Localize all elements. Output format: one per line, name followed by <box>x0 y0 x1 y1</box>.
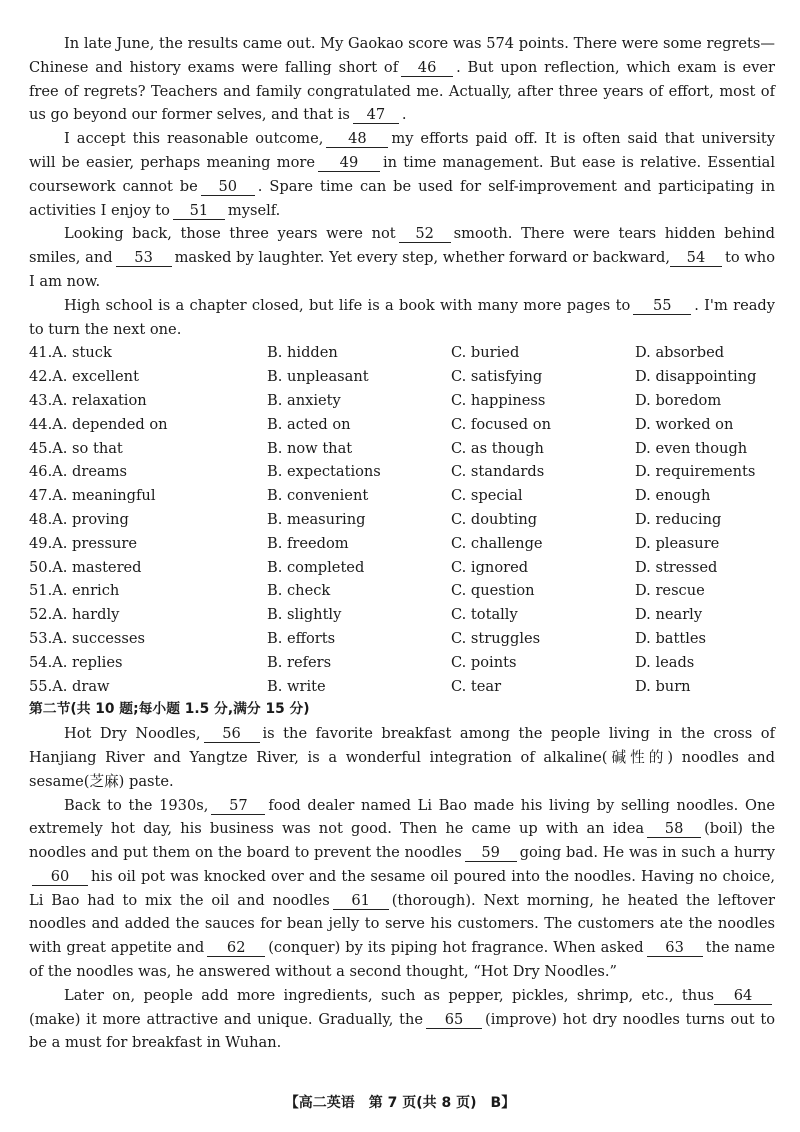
options-list <box>29 341 775 698</box>
option-row <box>29 651 775 675</box>
option-a <box>29 484 267 508</box>
option-row <box>29 603 775 627</box>
option-a <box>29 532 267 556</box>
option-d: D. boredom <box>635 391 722 409</box>
option-c: C. challenge <box>451 534 543 552</box>
option-d: D. absorbed <box>635 344 725 362</box>
option-row <box>29 579 775 603</box>
option-d: D. requirements <box>635 463 756 481</box>
option-a-text: A. relaxation <box>52 391 147 409</box>
option-c: C. doubting <box>451 510 538 528</box>
text: smooth. There were tears hidden behind smiles, and <box>29 225 775 267</box>
question-number: 48. <box>29 510 53 528</box>
passage2-paragraph-3 <box>29 984 775 1055</box>
passage1-paragraph-2 <box>29 127 775 222</box>
option-d: D. rescue <box>635 582 705 600</box>
option-b: B. write <box>267 677 326 695</box>
option-row <box>29 365 775 389</box>
option-a-text: A. pressure <box>52 534 137 552</box>
option-a <box>29 460 267 484</box>
option-a <box>29 603 267 627</box>
blank-64: 64 <box>714 987 772 1005</box>
text: masked by laughter. Yet every step, whether forward or backward, <box>174 249 670 267</box>
option-d: D. worked on <box>635 415 734 433</box>
option-c: C. standards <box>451 463 545 481</box>
option-b: B. acted on <box>267 415 351 433</box>
text: Back to the 1930s, <box>64 796 209 814</box>
text: food dealer named Li Bao made his living by selling noodles. One extremely hot day, his business was not good. Then he came up with an idea <box>29 796 775 838</box>
option-d: D. burn <box>635 677 691 695</box>
option-a <box>29 365 267 389</box>
text: the name of the noodles was, he answered without a second thought, “Hot Dry Noodles.” <box>29 939 775 981</box>
option-row <box>29 389 775 413</box>
blank-61: 61 <box>333 892 389 910</box>
option-b: B. efforts <box>267 629 336 647</box>
option-c: C. satisfying <box>451 368 543 386</box>
blank-54: 54 <box>670 249 722 267</box>
blank-59: 59 <box>465 844 517 862</box>
option-b: B. completed <box>267 558 365 576</box>
option-a-text: A. excellent <box>52 368 139 386</box>
text: Later on, people add more ingredients, such as pepper, pickles, shrimp, etc., thus <box>64 986 714 1004</box>
option-a-text: A. proving <box>52 510 129 528</box>
option-a <box>29 508 267 532</box>
option-c: C. special <box>451 487 523 505</box>
option-row <box>29 460 775 484</box>
blank-55: 55 <box>633 297 691 315</box>
option-a <box>29 413 267 437</box>
blank-49: 49 <box>318 154 380 172</box>
blank-58: 58 <box>647 820 701 838</box>
option-b: B. check <box>267 582 331 600</box>
option-a-text: A. meaningful <box>52 487 156 505</box>
text: . Spare time can be used for self-improvement and participating in activities I enjoy to <box>29 177 775 219</box>
passage1-paragraph-4 <box>29 294 775 342</box>
text: Hot Dry Noodles, <box>64 725 201 743</box>
text: (boil) the noodles and put them on the board to prevent the noodles <box>29 820 775 862</box>
passage1-paragraph-3 <box>29 222 775 293</box>
option-b: B. measuring <box>267 510 366 528</box>
option-d: D. nearly <box>635 606 703 624</box>
text: . <box>401 106 407 124</box>
passage1-paragraph-1 <box>29 32 775 127</box>
option-b: B. slightly <box>267 606 342 624</box>
text: my efforts paid off. It is often said that university will be easier, perhaps meaning more <box>29 130 775 171</box>
option-a <box>29 579 267 603</box>
question-number: 44. <box>29 415 53 433</box>
option-c: C. question <box>451 582 535 600</box>
section-2-title: 第二节(共 10 题;每小题 1.5 分,满分 15 分) <box>29 701 310 718</box>
option-d: D. reducing <box>635 510 722 528</box>
text: (make) it more attractive and unique. Gradually, the <box>29 1010 424 1028</box>
page-footer: 【高二英语 第 7 页(共 8 页) B】 <box>284 1095 516 1111</box>
text: Looking back, those three years were not <box>64 225 396 243</box>
option-row <box>29 341 775 365</box>
option-row <box>29 437 775 461</box>
text: (thorough). Next morning, he heated the leftover noodles and added the sauces for bean jelly to serve his customers. The customers ate the noodles with great appetite and <box>29 891 775 957</box>
option-d: D. stressed <box>635 558 718 576</box>
option-row <box>29 675 775 699</box>
blank-52: 52 <box>399 225 451 243</box>
option-a-text: A. mastered <box>52 558 142 576</box>
text: (improve) hot dry noodles turns out to be a must for breakfast in Wuhan. <box>29 1010 775 1052</box>
option-row <box>29 413 775 437</box>
blank-50: 50 <box>201 178 255 196</box>
blank-65: 65 <box>426 1011 482 1029</box>
blank-47: 47 <box>353 106 399 124</box>
blank-53: 53 <box>116 249 172 267</box>
question-number: 41. <box>29 344 53 362</box>
passage2-paragraph-1 <box>29 722 775 793</box>
option-a-text: A. successes <box>52 629 146 647</box>
option-row <box>29 508 775 532</box>
text: going bad. He was in such a hurry <box>519 844 775 862</box>
blank-57: 57 <box>211 797 265 815</box>
option-d: D. battles <box>635 629 707 647</box>
text: In late June, the results came out. My Gaokao score was 574 points. There were some regrets—Chinese and history exams were falling short of <box>29 35 775 76</box>
text: myself. <box>227 201 281 219</box>
option-a-text: A. depended on <box>52 415 168 433</box>
option-row <box>29 627 775 651</box>
option-a <box>29 341 267 365</box>
option-b: B. anxiety <box>267 391 341 409</box>
option-a-text: A. replies <box>52 653 123 671</box>
option-row <box>29 532 775 556</box>
text: to who I am now. <box>29 249 775 290</box>
option-b: B. convenient <box>267 487 369 505</box>
blank-62: 62 <box>207 939 265 957</box>
blank-51: 51 <box>173 202 225 220</box>
option-row <box>29 484 775 508</box>
question-number: 43. <box>29 391 53 409</box>
option-c: C. struggles <box>451 629 541 647</box>
option-c: C. tear <box>451 677 502 695</box>
option-a-text: A. enrich <box>52 582 120 600</box>
option-c: C. happiness <box>451 391 546 409</box>
option-c: C. points <box>451 653 517 671</box>
blank-46: 46 <box>401 59 453 77</box>
option-d: D. enough <box>635 487 711 505</box>
option-a <box>29 651 267 675</box>
option-a <box>29 389 267 413</box>
question-number: 52. <box>29 606 53 624</box>
option-c: C. as though <box>451 439 544 457</box>
option-d: D. even though <box>635 439 748 457</box>
option-b: B. unpleasant <box>267 368 369 386</box>
option-d: D. pleasure <box>635 534 720 552</box>
question-number: 54. <box>29 653 53 671</box>
text: I accept this reasonable outcome, <box>64 130 324 148</box>
option-a-text: A. dreams <box>52 463 128 481</box>
option-a <box>29 437 267 461</box>
question-number: 50. <box>29 558 53 576</box>
exam-page <box>29 32 775 1055</box>
option-a <box>29 675 267 699</box>
option-a-text: A. stuck <box>52 344 112 362</box>
question-number: 55. <box>29 677 53 695</box>
text: in time management. But ease is relative. Essential coursework cannot be <box>29 153 775 195</box>
option-b: B. freedom <box>267 534 349 552</box>
option-c: C. ignored <box>451 558 529 576</box>
question-number: 49. <box>29 534 53 552</box>
option-c: C. focused on <box>451 415 551 433</box>
option-a <box>29 556 267 580</box>
option-b: B. hidden <box>267 344 338 362</box>
option-c: C. totally <box>451 606 518 624</box>
option-c: C. buried <box>451 344 520 362</box>
text: his oil pot was knocked over and the sesame oil poured into the noodles. Having no choice, Li Bao had to mix the oil and noodles <box>29 867 775 909</box>
option-b: B. now that <box>267 439 353 457</box>
question-number: 42. <box>29 368 53 386</box>
question-number: 53. <box>29 629 53 647</box>
question-number: 51. <box>29 582 53 600</box>
option-b: B. refers <box>267 653 332 671</box>
option-a-text: A. draw <box>52 677 110 695</box>
blank-60: 60 <box>32 868 88 886</box>
option-d: D. disappointing <box>635 368 757 386</box>
option-row <box>29 556 775 580</box>
option-b: B. expectations <box>267 463 381 481</box>
blank-56: 56 <box>204 725 260 743</box>
blank-63: 63 <box>647 939 703 957</box>
passage2-paragraph-2 <box>29 794 775 984</box>
text: . I'm ready to turn the next one. <box>29 296 775 338</box>
option-a-text: A. hardly <box>52 606 120 624</box>
question-number: 45. <box>29 439 53 457</box>
text: High school is a chapter closed, but life is a book with many more pages to <box>64 296 631 314</box>
text: (conquer) by its piping hot fragrance. When asked <box>268 939 644 957</box>
text: . But upon reflection, which exam is ever free of regrets? Teachers and family congratulated me. Actually, after three years of effort, most of us go beyond our former selves, and that is <box>29 58 775 124</box>
option-d: D. leads <box>635 653 695 671</box>
option-a-text: A. so that <box>52 439 123 457</box>
question-number: 46. <box>29 463 53 481</box>
text: is the favorite breakfast among the people living in the cross of Hanjiang River and Yangtze River, is a wonderful integration of alkaline(碱性的) noodles and sesame(芝麻) paste. <box>29 725 775 790</box>
question-number: 47. <box>29 487 53 505</box>
option-a <box>29 627 267 651</box>
blank-48: 48 <box>326 130 388 148</box>
